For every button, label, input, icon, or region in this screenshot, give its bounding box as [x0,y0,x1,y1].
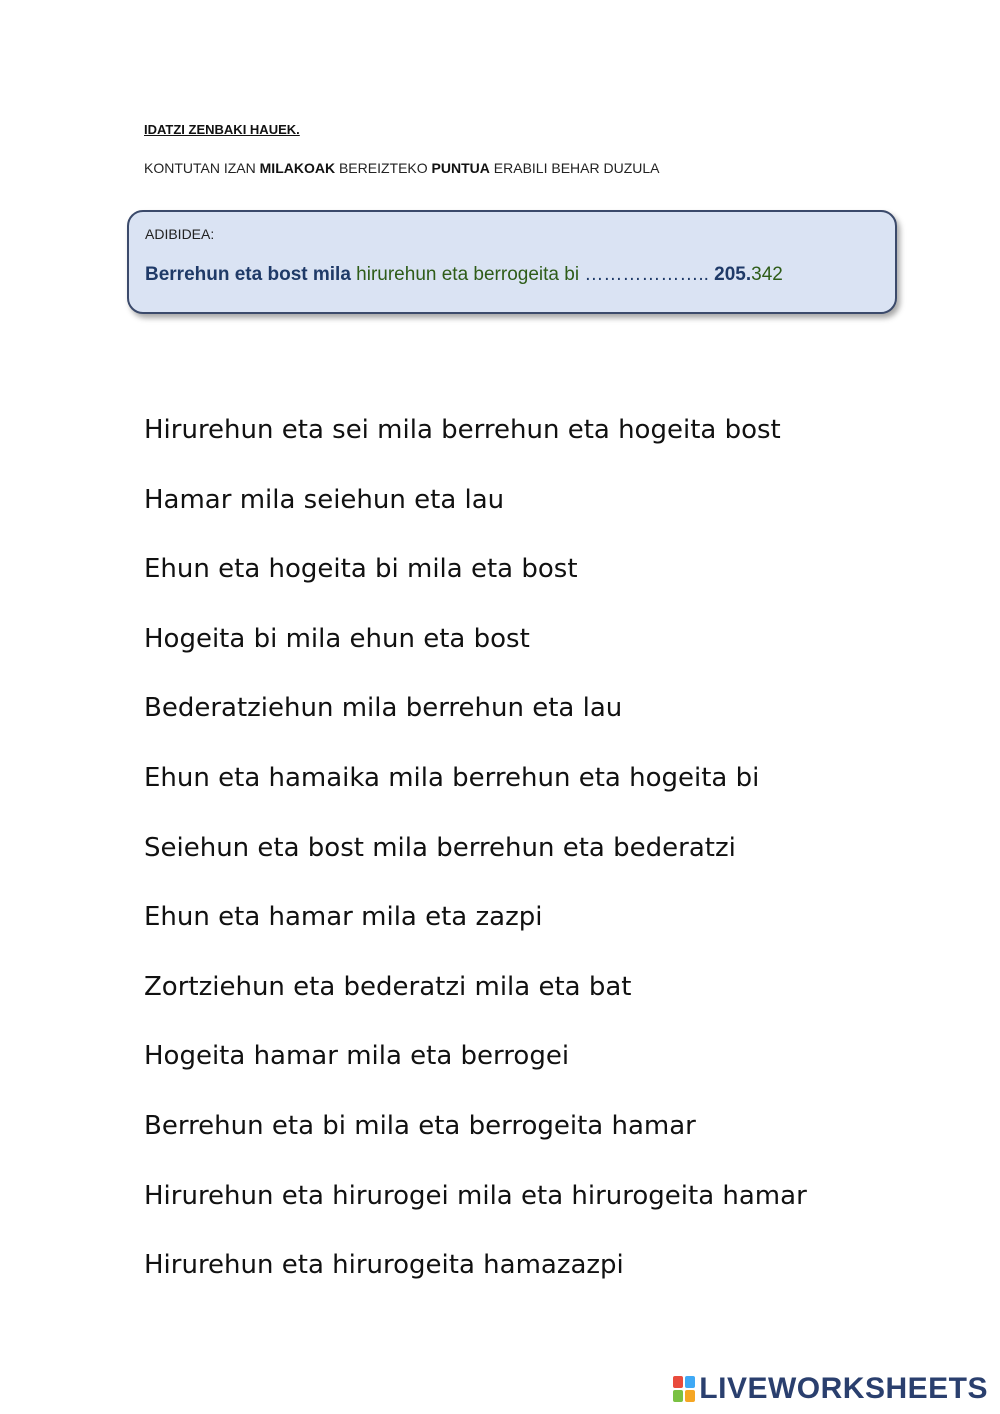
instruction-part2: BEREIZTEKO [335,160,432,176]
list-item: Zortziehun eta bederatzi mila eta bat [144,971,632,1002]
list-item: Berrehun eta bi mila eta berrogeita hamar [144,1110,696,1141]
list-item: Hirurehun eta hirurogeita hamazazpi [144,1250,624,1281]
liveworksheets-logo[interactable] [673,1372,988,1406]
instruction-bold-milakoak: MILAKOAK [259,160,336,176]
example-box [127,210,897,314]
instruction-bold-puntua: PUNTUA [431,160,490,176]
worksheet-title: IDATZI ZENBAKI HAUEK. [144,122,300,137]
list-item: Hirurehun eta sei mila berrehun eta hogeita bost [144,415,781,445]
liveworksheets-logo-icon [673,1376,695,1402]
example-words-thousands: Berrehun eta bost mila [145,264,351,285]
instruction-part3: ERABILI BEHAR DUZULA [489,160,660,176]
list-item: Hirurehun eta hirurogei mila eta hirurogeita hamar [144,1180,807,1211]
example-number [714,264,783,285]
list-item: Hamar mila seiehun eta lau [144,484,505,515]
logo-text: LIVEWORKSHEETS [699,1372,988,1405]
list-item: Hogeita bi mila ehun eta bost [144,623,530,654]
example-words-units: hirurehun eta berrogeita bi [356,264,580,285]
example-line [145,264,783,286]
instruction-part1: KONTUTAN IZAN [144,160,260,176]
instruction-text [144,160,660,176]
example-dots: ……………….. [584,264,709,285]
list-item: Hogeita hamar mila eta berrogei [144,1041,570,1072]
list-item: Ehun eta hamar mila eta zazpi [144,902,543,933]
example-label: ADIBIDEA: [145,226,215,242]
example-number-units: 342 [751,264,783,285]
list-item: Seiehun eta bost mila berrehun eta bederatzi [144,832,736,863]
list-item: Ehun eta hogeita bi mila eta bost [144,554,578,585]
number-words-list [144,410,807,1315]
example-number-thousands: 205. [714,264,752,285]
list-item: Bederatziehun mila berrehun eta lau [144,693,623,724]
list-item: Ehun eta hamaika mila berrehun eta hogeita bi [144,762,760,793]
